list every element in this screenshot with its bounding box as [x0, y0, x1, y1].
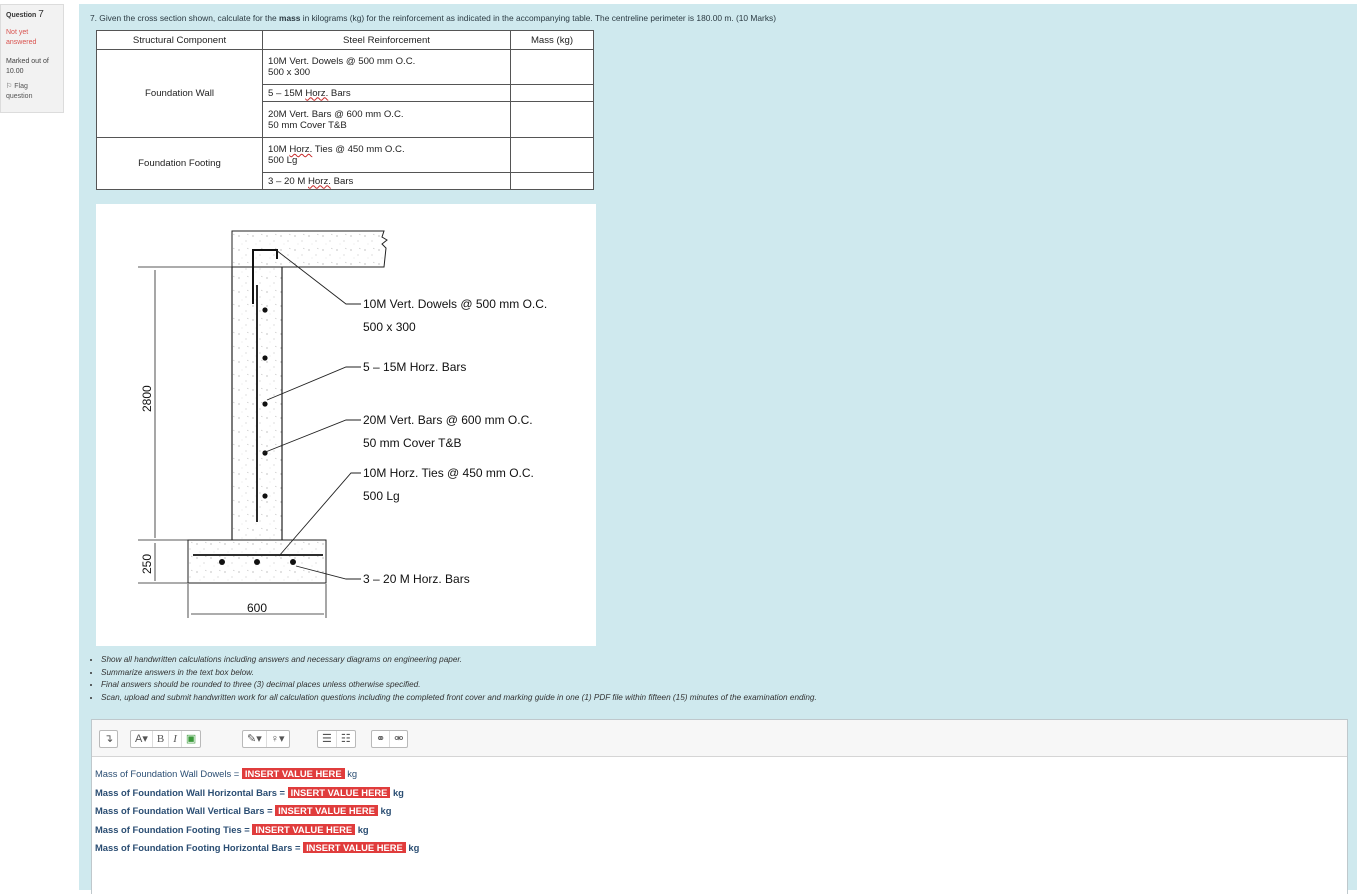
table-header: Steel Reinforcement	[263, 31, 511, 50]
mass-cell	[511, 50, 594, 85]
callout-label: 10M Horz. Ties @ 450 mm O.C.	[363, 466, 534, 480]
reinforcement-cell: 5 – 15M Horz. Bars	[263, 85, 511, 102]
mass-cell	[511, 138, 594, 173]
insert-value-placeholder: INSERT VALUE HERE	[242, 768, 345, 779]
insert-value-placeholder: INSERT VALUE HERE	[303, 842, 406, 853]
question-content	[79, 4, 1357, 890]
ordered-list-button[interactable]: ☷	[340, 733, 351, 745]
flag-icon: ⚐	[6, 83, 13, 90]
reinforcement-table	[96, 30, 594, 190]
dim-footing-width: 600	[247, 601, 268, 615]
callout-label: 500 Lg	[363, 489, 400, 503]
table-header-row	[97, 31, 594, 50]
toolbar-group	[99, 730, 118, 748]
style-button[interactable]: ♀▾	[270, 733, 285, 745]
instruction-list	[88, 654, 817, 705]
editor-toolbar	[92, 720, 1347, 757]
insert-value-placeholder: INSERT VALUE HERE	[252, 824, 355, 835]
question-state: Not yet answered	[6, 29, 37, 46]
font-button[interactable]: A▾	[131, 731, 153, 747]
cross-section-figure	[96, 204, 596, 646]
question-number: Question 7	[6, 9, 44, 20]
reinforcement-cell: 3 – 20 M Horz. Bars	[263, 173, 511, 190]
mass-cell	[511, 173, 594, 190]
answer-editor	[91, 719, 1348, 894]
drawing-button[interactable]: ✎▾	[243, 731, 267, 747]
answer-line: Mass of Foundation Footing Horizontal Bars = INSERT VALUE HERE kg	[95, 842, 420, 853]
reinforcement-cell: 10M Horz. Ties @ 450 mm O.C. 500 Lg	[263, 138, 511, 173]
bold-button[interactable]: B	[153, 731, 169, 747]
callout-label: 50 mm Cover T&B	[363, 436, 462, 450]
callout-label: 10M Vert. Dowels @ 500 mm O.C.	[363, 297, 548, 311]
answer-line: Mass of Foundation Wall Vertical Bars = INSERT VALUE HERE kg	[95, 805, 392, 816]
list-item: • Show all handwritten calculations including answers and necessary diagrams on engineering paper.	[101, 654, 817, 667]
question-text: 7. Given the cross section shown, calculate for the mass in kilograms (kg) for the reinforcement as indicated in the accompanying table. The centreline perimeter is 180.00 m. (10 Marks)	[90, 13, 777, 23]
editor-body[interactable]	[92, 757, 1347, 895]
mass-cell	[511, 102, 594, 138]
toolbar-group	[242, 730, 290, 748]
italic-button[interactable]: I	[169, 731, 182, 747]
question-info-panel	[0, 4, 64, 113]
toolbar-group	[317, 730, 356, 748]
list-item: • Summarize answers in the text box below.	[101, 667, 817, 680]
component-foundation-wall: Foundation Wall	[97, 50, 263, 138]
callout-label: 3 – 20 M Horz. Bars	[363, 572, 470, 586]
toolbar-group	[371, 730, 408, 748]
table-header: Structural Component	[97, 31, 263, 50]
question-marks: Marked out of 10.00	[6, 58, 49, 75]
insert-value-placeholder: INSERT VALUE HERE	[275, 805, 378, 816]
reinforcement-cell: 10M Vert. Dowels @ 500 mm O.C. 500 x 300	[263, 50, 511, 85]
list-item: • Scan, upload and submit handwritten work for all calculation questions including the completed front cover and marking guide in one (1) PDF file within fifteen (15) minutes of the examination ending.	[101, 692, 817, 705]
unlink-button[interactable]: ⚮	[394, 733, 404, 745]
flag-question-link[interactable]: ⚐ Flag question	[6, 83, 33, 100]
link-button[interactable]: ⚭	[372, 731, 390, 747]
callout-label: 20M Vert. Bars @ 600 mm O.C.	[363, 413, 533, 427]
list-item: • Final answers should be rounded to three (3) decimal places unless otherwise specified.	[101, 679, 817, 692]
reinforcement-cell: 20M Vert. Bars @ 600 mm O.C. 50 mm Cover T&B	[263, 102, 511, 138]
insert-value-placeholder: INSERT VALUE HERE	[288, 787, 391, 798]
mass-cell	[511, 85, 594, 102]
table-row	[97, 138, 594, 173]
dim-footing-height: 250	[140, 553, 154, 574]
expand-toolbar-button[interactable]: ↴	[104, 733, 114, 745]
answer-line: Mass of Foundation Wall Dowels = INSERT VALUE HERE kg	[95, 768, 358, 779]
callout-label: 5 – 15M Horz. Bars	[363, 360, 467, 374]
table-row	[97, 50, 594, 85]
answer-line: Mass of Foundation Wall Horizontal Bars = INSERT VALUE HERE kg	[95, 786, 404, 798]
answer-line: Mass of Foundation Footing Ties = INSERT VALUE HERE kg	[95, 823, 369, 835]
table-header: Mass (kg)	[511, 31, 594, 50]
component-foundation-footing: Foundation Footing	[97, 138, 263, 190]
toolbar-group	[130, 730, 201, 748]
callout-label: 500 x 300	[363, 320, 416, 334]
dim-wall-height: 2800	[140, 385, 154, 412]
unordered-list-button[interactable]: ☰	[318, 731, 337, 747]
image-icon[interactable]: ▣	[185, 733, 197, 745]
